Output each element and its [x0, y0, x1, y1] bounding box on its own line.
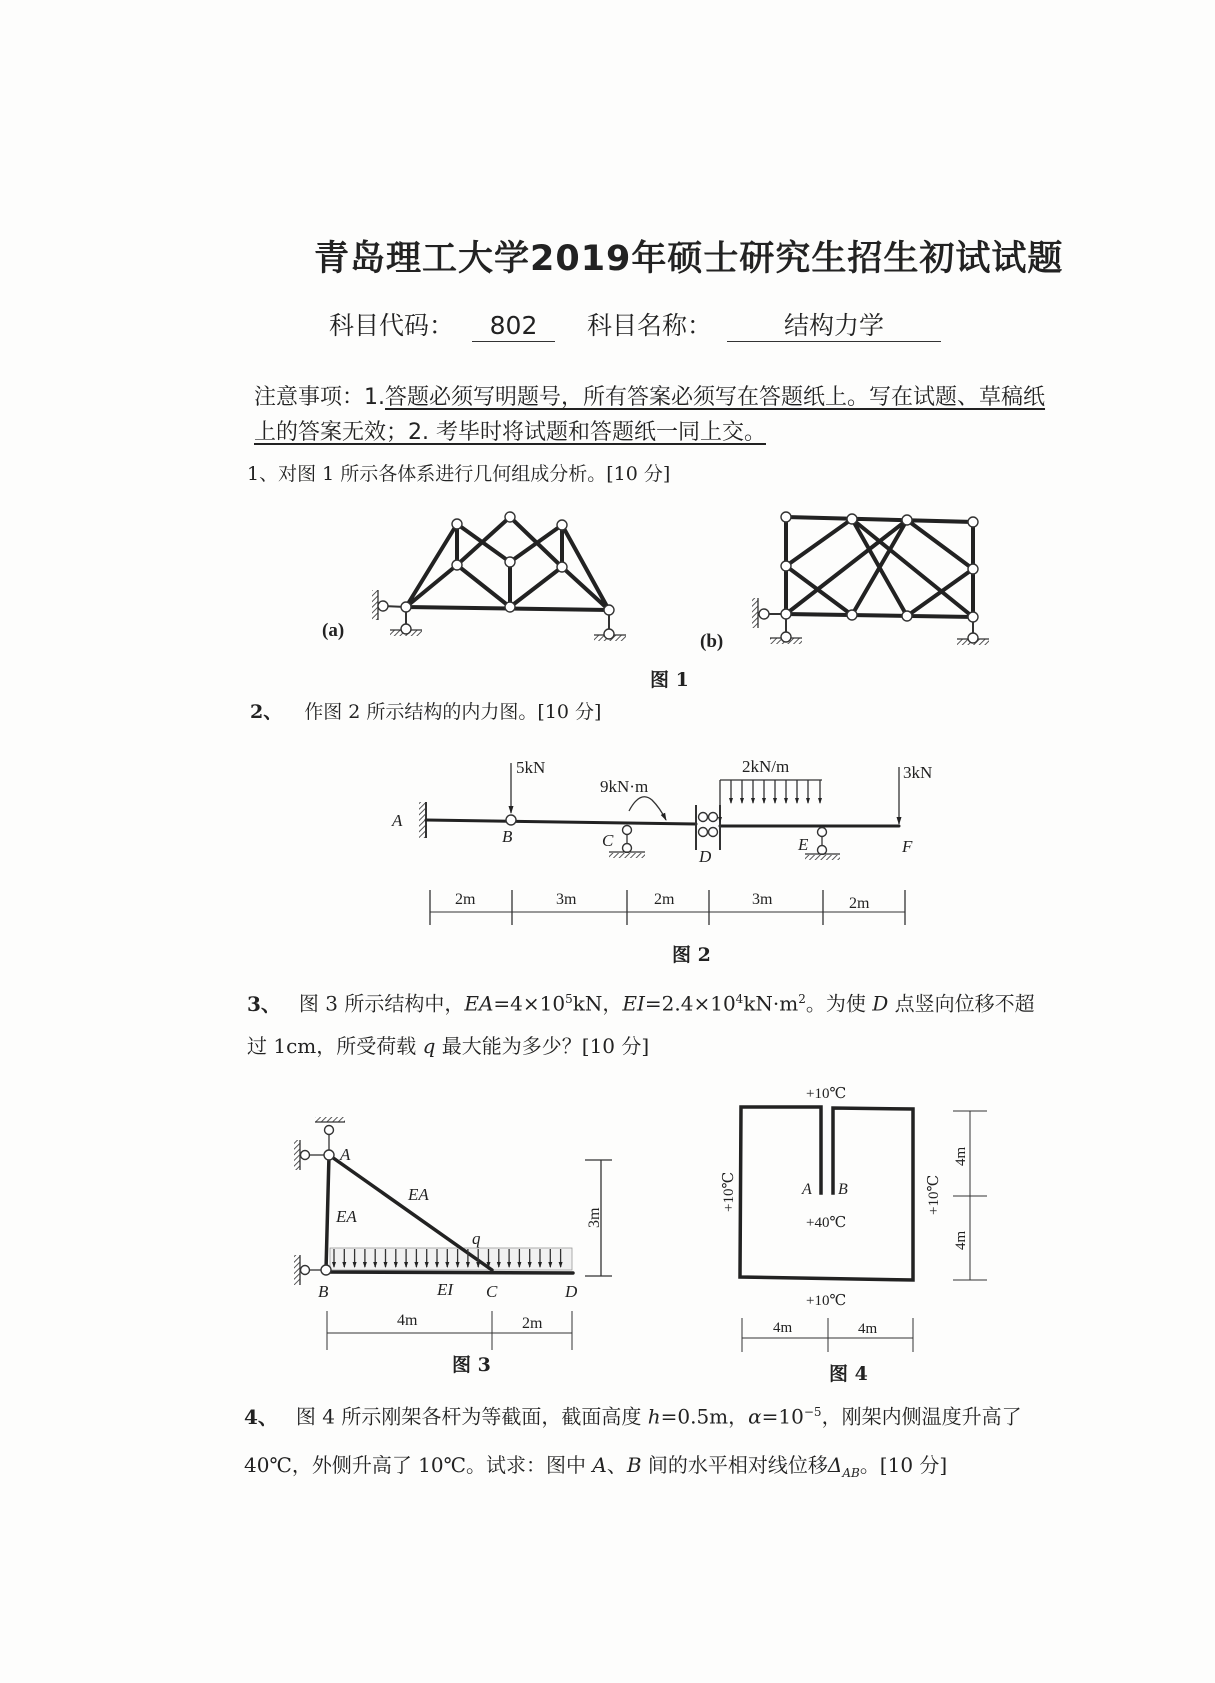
- dim-label: 4m: [397, 1312, 418, 1329]
- notes-text-1: 答题必须写明题号，所有答案必须写在答题纸上。写在试题、草稿纸: [385, 385, 1046, 410]
- q4-text: 40℃，外侧升高了 10℃。试求：图中: [244, 1453, 593, 1477]
- notes-text-2: 上的答案无效；2. 考毕时将试题和答题纸一同上交。: [254, 420, 766, 445]
- q3-ei: EI: [622, 991, 645, 1016]
- q4-text: 、: [606, 1453, 627, 1477]
- dim-label: 4m: [773, 1320, 793, 1336]
- horizontal-dimension: [742, 1318, 913, 1352]
- distributed-load: [720, 780, 822, 822]
- point-b: B: [838, 1181, 848, 1198]
- q4-exp: −5: [803, 1405, 822, 1419]
- q4-a: A: [592, 1453, 607, 1477]
- q3-text: kN·m: [743, 991, 799, 1016]
- figure-2-caption: 图 2: [672, 944, 711, 966]
- point-a: A: [340, 1145, 351, 1164]
- exam-title: 青岛理工大学2019年硕士研究生招生初试试题: [314, 239, 1064, 279]
- q4-h: h: [647, 1404, 661, 1429]
- q3-exp: 2: [798, 992, 806, 1006]
- q3-text: =2.4×10: [644, 991, 736, 1016]
- point-c: C: [486, 1282, 498, 1301]
- figure-1a-label: (a): [322, 620, 345, 641]
- height-dimension: [585, 1160, 612, 1276]
- q4-text: =10: [761, 1404, 804, 1429]
- figure-3-caption: 图 3: [452, 1354, 491, 1376]
- q3-exp: 5: [565, 992, 573, 1006]
- load-5kn: 5kN: [516, 758, 546, 777]
- moment-arrow-icon: [629, 797, 666, 820]
- point-d: D: [699, 847, 712, 866]
- point-c: C: [602, 831, 614, 850]
- q3-text: 最大能为多少？[10 分]: [435, 1034, 650, 1058]
- q4-delta: Δ: [827, 1453, 843, 1477]
- distributed-load-q: [330, 1248, 572, 1270]
- dim-label: 4m: [858, 1321, 878, 1337]
- point-b: B: [318, 1282, 329, 1301]
- temp-bottom: +10℃: [806, 1293, 847, 1309]
- q3-text: =4×10: [493, 991, 566, 1016]
- dim-label: 3m: [586, 1207, 603, 1228]
- q1-text: 对图 1 所示各体系进行几何组成分析。[10 分]: [278, 463, 671, 485]
- dim-label: 4m: [953, 1146, 969, 1166]
- q4-number: 4、: [244, 1404, 278, 1429]
- vertical-dimension: [953, 1111, 987, 1280]
- q4-b: B: [626, 1453, 642, 1477]
- q4-text: =0.5m，: [660, 1404, 749, 1429]
- q3-number: 3、: [247, 991, 281, 1016]
- point-b: B: [502, 827, 513, 846]
- notes-prefix: 1.: [364, 385, 386, 410]
- figure-1a-truss: [322, 512, 626, 641]
- q4-text: ，刚架内侧温度升高了: [821, 1404, 1022, 1429]
- dimension-line: [430, 890, 905, 925]
- q3-text: 。为使: [805, 991, 873, 1016]
- load-distributed: 2kN/m: [742, 757, 790, 776]
- dim-label: 3m: [556, 891, 577, 908]
- q4-text: 。[10 分]: [859, 1453, 948, 1477]
- q3-text: 过 1cm，所受荷载: [247, 1034, 423, 1058]
- q3-text: kN，: [572, 991, 623, 1016]
- temp-right: +10℃: [926, 1174, 942, 1215]
- point-a: A: [802, 1181, 812, 1198]
- q3-text: 图 3 所示结构中，: [298, 991, 465, 1016]
- temp-left: +10℃: [721, 1171, 737, 1212]
- subject-code: 802: [472, 313, 555, 342]
- q2-text: 作图 2 所示结构的内力图。[10 分]: [304, 701, 602, 723]
- figure-4-frame: [721, 1086, 987, 1352]
- q3-ea: EA: [464, 991, 494, 1016]
- q3-exp: 4: [735, 992, 744, 1006]
- dim-label: 4m: [953, 1230, 969, 1250]
- load-q-label: q: [472, 1229, 481, 1248]
- q3-d: D: [872, 991, 889, 1016]
- point-e: E: [798, 835, 809, 854]
- figure-4-caption: 图 4: [829, 1363, 868, 1385]
- q1-number: 1、: [247, 463, 279, 485]
- dim-label: 2m: [455, 891, 476, 908]
- q4-text: 图 4 所示刚架各杆为等截面，截面高度: [295, 1404, 648, 1429]
- figure-1b-truss: [700, 512, 989, 652]
- dimension-line: [327, 1311, 572, 1350]
- subject-code-label: 科目代码：: [329, 311, 455, 340]
- point-f: F: [902, 837, 913, 856]
- point-d: D: [565, 1282, 578, 1301]
- q4-alpha: α: [748, 1404, 762, 1429]
- temp-inside: +40℃: [806, 1215, 847, 1231]
- member-vertical-label: EA: [336, 1207, 357, 1226]
- q3-q: q: [422, 1034, 436, 1058]
- dim-label: 2m: [849, 895, 870, 912]
- figure-1-caption: 图 1: [650, 669, 689, 691]
- q4-text: 间的水平相对线位移: [641, 1453, 828, 1477]
- figure-1b-label: (b): [700, 631, 724, 652]
- point-a: A: [392, 811, 403, 830]
- dim-label: 2m: [654, 891, 675, 908]
- q2-number: 2、: [250, 701, 283, 723]
- load-3kn: 3kN: [903, 763, 933, 782]
- member-beam-label: EI: [437, 1280, 454, 1299]
- q3-text: 点竖向位移不超: [888, 991, 1035, 1016]
- figure-3-structure: [294, 1117, 612, 1350]
- q4-sub: AB: [842, 1466, 860, 1480]
- figure-2-beam: [391, 757, 932, 925]
- dim-label: 3m: [752, 891, 773, 908]
- member-diagonal-label: EA: [408, 1185, 429, 1204]
- dim-label: 2m: [522, 1315, 543, 1332]
- subject-name-label: 科目名称：: [587, 311, 713, 340]
- temp-top: +10℃: [806, 1086, 847, 1102]
- load-moment: 9kN·m: [600, 777, 649, 796]
- notes-label: 注意事项：: [254, 385, 365, 410]
- subject-name: 结构力学: [727, 313, 941, 342]
